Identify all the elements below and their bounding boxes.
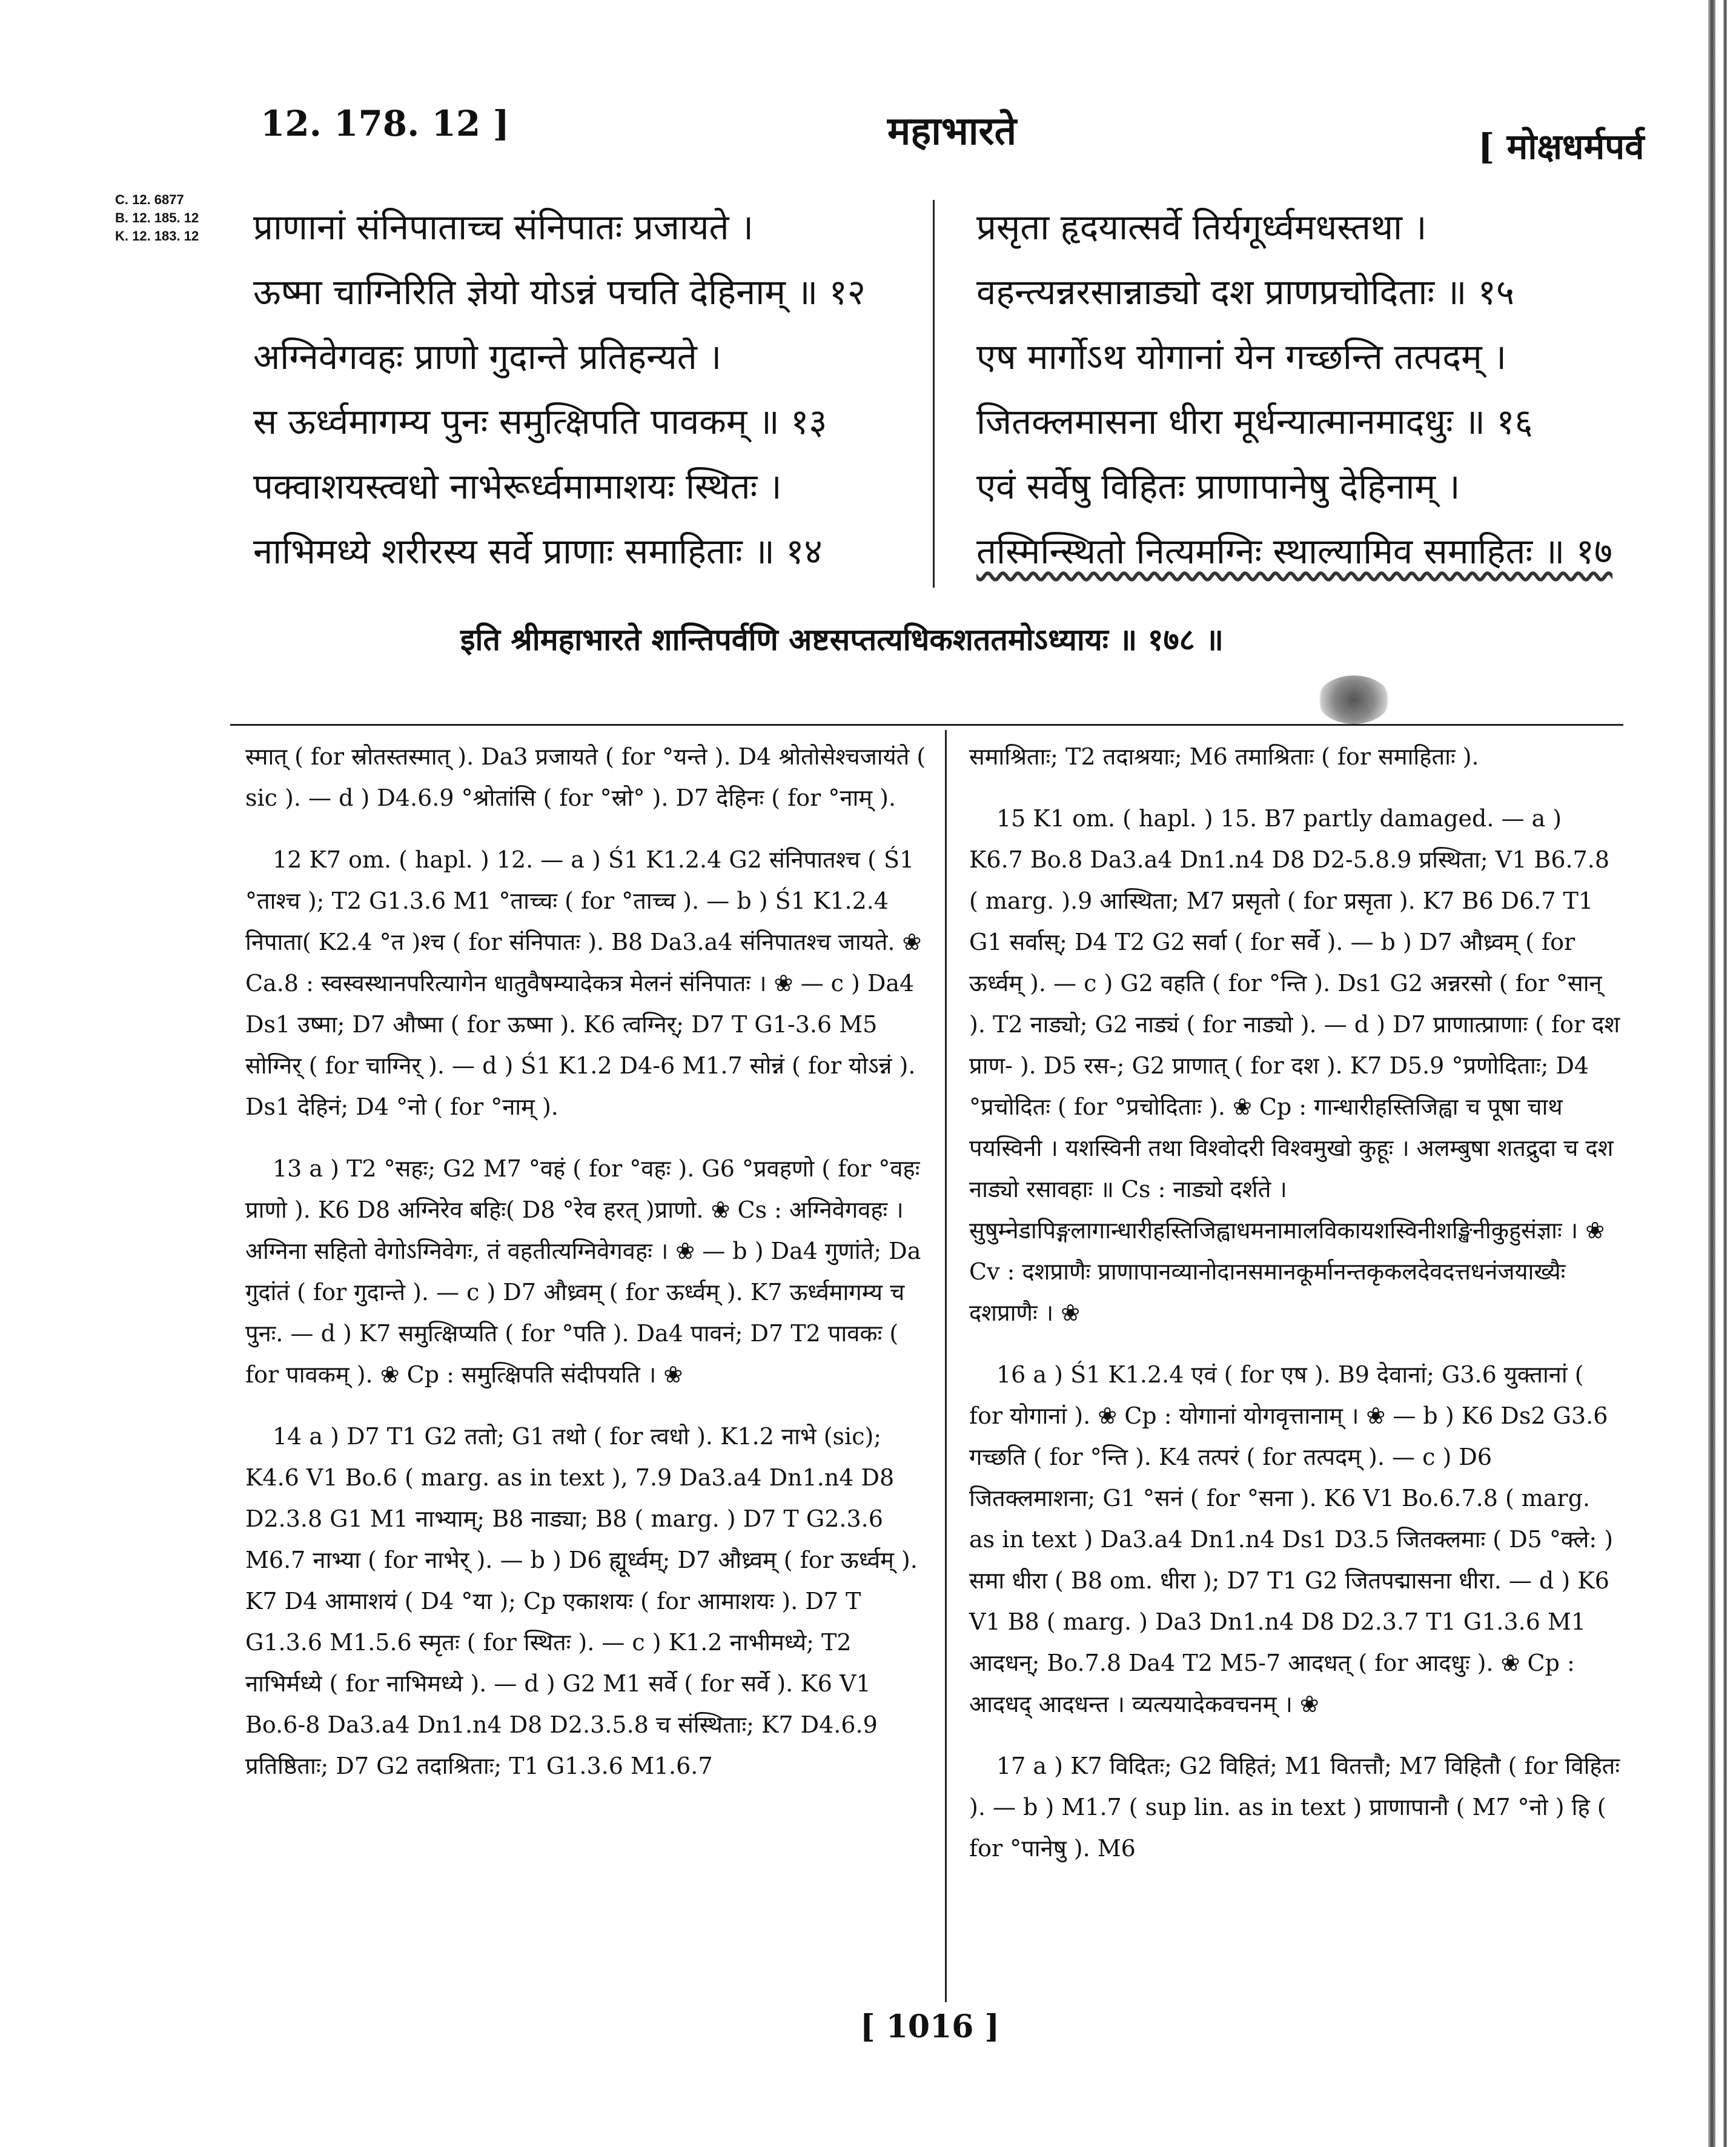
note-paragraph: समाश्रिताः; T2 तदाश्रयाः; M6 तमाश्रिताः ( for समाहिताः ). [969, 743, 1479, 770]
ornament-icon [1317, 675, 1390, 724]
verse-line: नाभिमध्ये शरीरस्य सर्वे प्राणाः समाहिताः ॥ १४ [253, 531, 823, 572]
concordance-b: B. 12. 185. 12 [115, 210, 199, 225]
verse-column-left [253, 195, 866, 584]
notes-column-right [969, 736, 1620, 1890]
note-paragraph: 12 K7 om. ( hapl. ) 12. — a ) Ś1 K1.2.4 G2 संनिपातश्च ( Ś1 °ताश्च ); T2 G1.3.6 M1 °ताच्चः ( for °ताच्च ). — b ) Ś1 K1.2.4 निपाता( K2.4 °त )श्च ( for संनिपातः ). B8 Da3.a4 संनिपातश्च जायते. ❀ Ca.8 : स्वस्वस्थानपरित्यागेन धातुवैषम्यादेकत्र मेलनं संनिपातः । ❀ — c ) Da4 Ds1 उष्मा; D7 औष्मा ( for ऊष्मा ). K6 त्वग्निर्; D7 T G1-3.6 M5 सोग्निर् ( for चाग्निर् ). — d ) Ś1 K1.2 D4-6 M1.7 सोन्नं ( for योऽन्नं ). Ds1 देहिनं; D4 °नो ( for °नाम् ). [245, 846, 922, 1120]
verse-line: प्राणानां संनिपाताच्च संनिपातः प्रजायते । [253, 207, 754, 248]
page-edge [1708, 0, 1715, 2147]
header-title: महाभारते [887, 108, 1017, 154]
verse-line: वहन्त्यन्नरसान्नाड्यो दश प्राणप्रचोदिताः ॥ १५ [976, 271, 1515, 313]
header-reference: 12. 178. 12 ] [260, 103, 509, 144]
verse-line: तस्मिन्स्थितो नित्यमग्निः स्थाल्यामिव समाहितः ॥ १७ [976, 531, 1613, 572]
verse-line: ऊष्मा चाग्निरिति ज्ञेयो योऽन्नं पचति देहिनाम् ॥ १२ [253, 271, 866, 313]
notes-separator [230, 724, 1623, 726]
verse-line: अग्निवेगवहः प्राणो गुदान्ते प्रतिहन्यते । [253, 336, 722, 377]
concordance-references [115, 191, 199, 245]
notes-column-left [245, 736, 927, 1807]
page-number: [ 1016 ] [860, 2008, 1000, 2045]
concordance-c: C. 12. 6877 [115, 192, 184, 207]
verse-line: स ऊर्ध्वमागम्य पुनः समुत्क्षिपति पावकम् ॥ १३ [253, 401, 827, 442]
verse-line: जितक्लमासना धीरा मूर्धन्यात्मानमादधुः ॥ १६ [976, 401, 1533, 442]
chapter-colophon: इति श्रीमहाभारते शान्तिपर्वणि अष्टसप्तत्यधिकशततमोऽध्यायः ॥ १७८ ॥ [460, 622, 1224, 657]
verse-column-divider [933, 200, 935, 588]
verse-line: पक्वाशयस्त्वधो नाभेरूर्ध्वमामाशयः स्थितः । [253, 466, 782, 507]
notes-column-divider [945, 730, 947, 2002]
note-paragraph: 16 a ) Ś1 K1.2.4 एवं ( for एष ). B9 देवानां; G3.6 युक्तानां ( for योगानां ). ❀ Cp : योगानां योगवृत्तानाम् । ❀ — b ) K6 Ds2 G3.6 गच्छति ( for °न्ति ). K4 तत्परं ( for तत्पदम् ). — c ) D6 जितक्लमाशना; G1 °सनं ( for °सना ). K6 V1 Bo.6.7.8 ( marg. as in text ) Da3.a4 Dn1.n4 Ds1 D3.5 जितक्लमाः ( D5 °क्ले: ) समा धीरा ( B8 om. धीरा ); D7 T1 G2 जितपद्मासना धीरा. — d ) K6 V1 B8 ( marg. ) Da3 Dn1.n4 D8 D2.3.7 T1 G1.3.6 M1 आदधन्; Bo.7.8 Da4 T2 M5-7 आदधत् ( for आदधुः ). ❀ Cp : आदधद् आदधन्त । व्यत्ययादेकवचनम् । ❀ [969, 1361, 1614, 1717]
note-paragraph: 15 K1 om. ( hapl. ) 15. B7 partly damaged. — a ) K6.7 Bo.8 Da3.a4 Dn1.n4 D8 D2-5.8.9 प्रस्थिता; V1 B6.7.8 ( marg. ).9 आस्थिता; M7 प्रसृतो ( for प्रसृता ). K7 B6 D6.7 T1 G1 सर्वास्; D4 T2 G2 सर्वा ( for सर्वे ). — b ) D7 औध्र्वम् ( for ऊर्ध्वम् ). — c ) G2 वहति ( for °न्ति ). Ds1 G2 अन्नरसो ( for °सान् ). T2 नाड्यो; G2 नाड्यं ( for नाड्यो ). — d ) D7 प्राणात्प्राणाः ( for दश प्राण- ). D5 रस-; G2 प्राणात् ( for दश ). K7 D5.9 °प्रणोदिताः; D4 °प्रचोदितः ( for °प्रचोदिताः ). ❀ Cp : गान्धारीहस्तिजिह्वा च पूषा चाथ पयस्विनी । यशस्विनी तथा विश्वोदरी विश्वमुखो कुहूः । अलम्बुषा शतद्रुदा च दश नाड्यो रसावहाः ॥ Cs : नाड्यो दर्शते । सुषुम्नेडापिङ्गलागान्धारीहस्तिजिह्वाधमनामालविकायशस्विनीशङ्खिनीकुहुसंज्ञाः । ❀ Cv : दशप्राणैः प्राणापानव्यानोदानसमानकूर्मानन्तकृकलदेवदत्तधनंजयाख्यैः दशप्राणैः । ❀ [969, 805, 1620, 1326]
header-parvan: [ मोक्षधर्मपर्व [1478, 126, 1645, 167]
note-paragraph: स्मात् ( for स्रोतस्तस्मात् ). Da3 प्रजायते ( for °यन्ते ). D4 श्रोतोसेश्चजायंते ( sic ). — d ) D4.6.9 °श्रोतांसि ( for °स्रो° ). D7 देहिनः ( for °नाम् ). [245, 743, 926, 811]
note-paragraph: 14 a ) D7 T1 G2 ततो; G1 तथो ( for त्वधो ). K1.2 नाभे (sic); K4.6 V1 Bo.6 ( marg. as in text ), 7.9 Da3.a4 Dn1.n4 D8 D2.3.8 G1 M1 नाभ्याम्; B8 नाड्या; B8 ( marg. ) D7 T G2.3.6 M6.7 नाभ्या ( for नाभेर् ). — b ) D6 ह्यूर्ध्वम्; D7 औध्र्वम् ( for ऊर्ध्वम् ). K7 D4 आमाशयं ( D4 °या ); Cp एकाशयः ( for आमाशयः ). D7 T G1.3.6 M1.5.6 स्मृतः ( for स्थितः ). — c ) K1.2 नाभीमध्ये; T2 नाभिर्मध्ये ( for नाभिमध्ये ). — d ) G2 M1 सर्वे ( for सर्वे ). K6 V1 Bo.6-8 Da3.a4 Dn1.n4 D8 D2.3.5.8 च संस्थिताः; K7 D4.6.9 प्रतिष्ठिताः; D7 G2 तदाश्रिताः; T1 G1.3.6 M1.6.7 [245, 1423, 918, 1779]
concordance-k: K. 12. 183. 12 [115, 228, 199, 244]
note-paragraph: 13 a ) T2 °सहः; G2 M7 °वहं ( for °वहः ). G6 °प्रवहणो ( for °वहः प्राणो ). K6 D8 अग्निरेव बहिः( D8 °रेव हरत् )प्राणो. ❀ Cs : अग्निवेगवहः । अग्निना सहितो वेगोऽग्निवेगः, तं वहतीत्यग्निवेगवहः । ❀ — b ) Da4 गुणांते; Da गुदांतं ( for गुदान्ते ). — c ) D7 औध्र्वम् ( for ऊर्ध्वम् ). K7 ऊर्ध्वमागम्य च पुनः. — d ) K7 समुत्क्षिप्यति ( for °पति ). Da4 पावनं; D7 T2 पावकः ( for पावकम् ). ❀ Cp : समुत्क्षिपति संदीपयति । ❀ [245, 1155, 921, 1388]
verse-line: एवं सर्वेषु विहितः प्राणापानेषु देहिनाम् । [976, 466, 1460, 507]
page-edge-inner [1723, 0, 1727, 2147]
verse-line: प्रसृता हृदयात्सर्वे तिर्यगूर्ध्वमधस्तथा । [976, 207, 1427, 248]
verse-column-right [976, 195, 1612, 584]
verse-line: एष मार्गोऽथ योगानां येन गच्छन्ति तत्पदम् । [976, 336, 1507, 377]
note-paragraph: 17 a ) K7 विदितः; G2 विहितं; M1 वितत्तौ; M7 विहितौ ( for विहितः ). — b ) M1.7 ( sup lin. as in text ) प्राणापानौ ( M7 °नो ) हि ( for °पानेषु ). M6 [969, 1753, 1620, 1862]
